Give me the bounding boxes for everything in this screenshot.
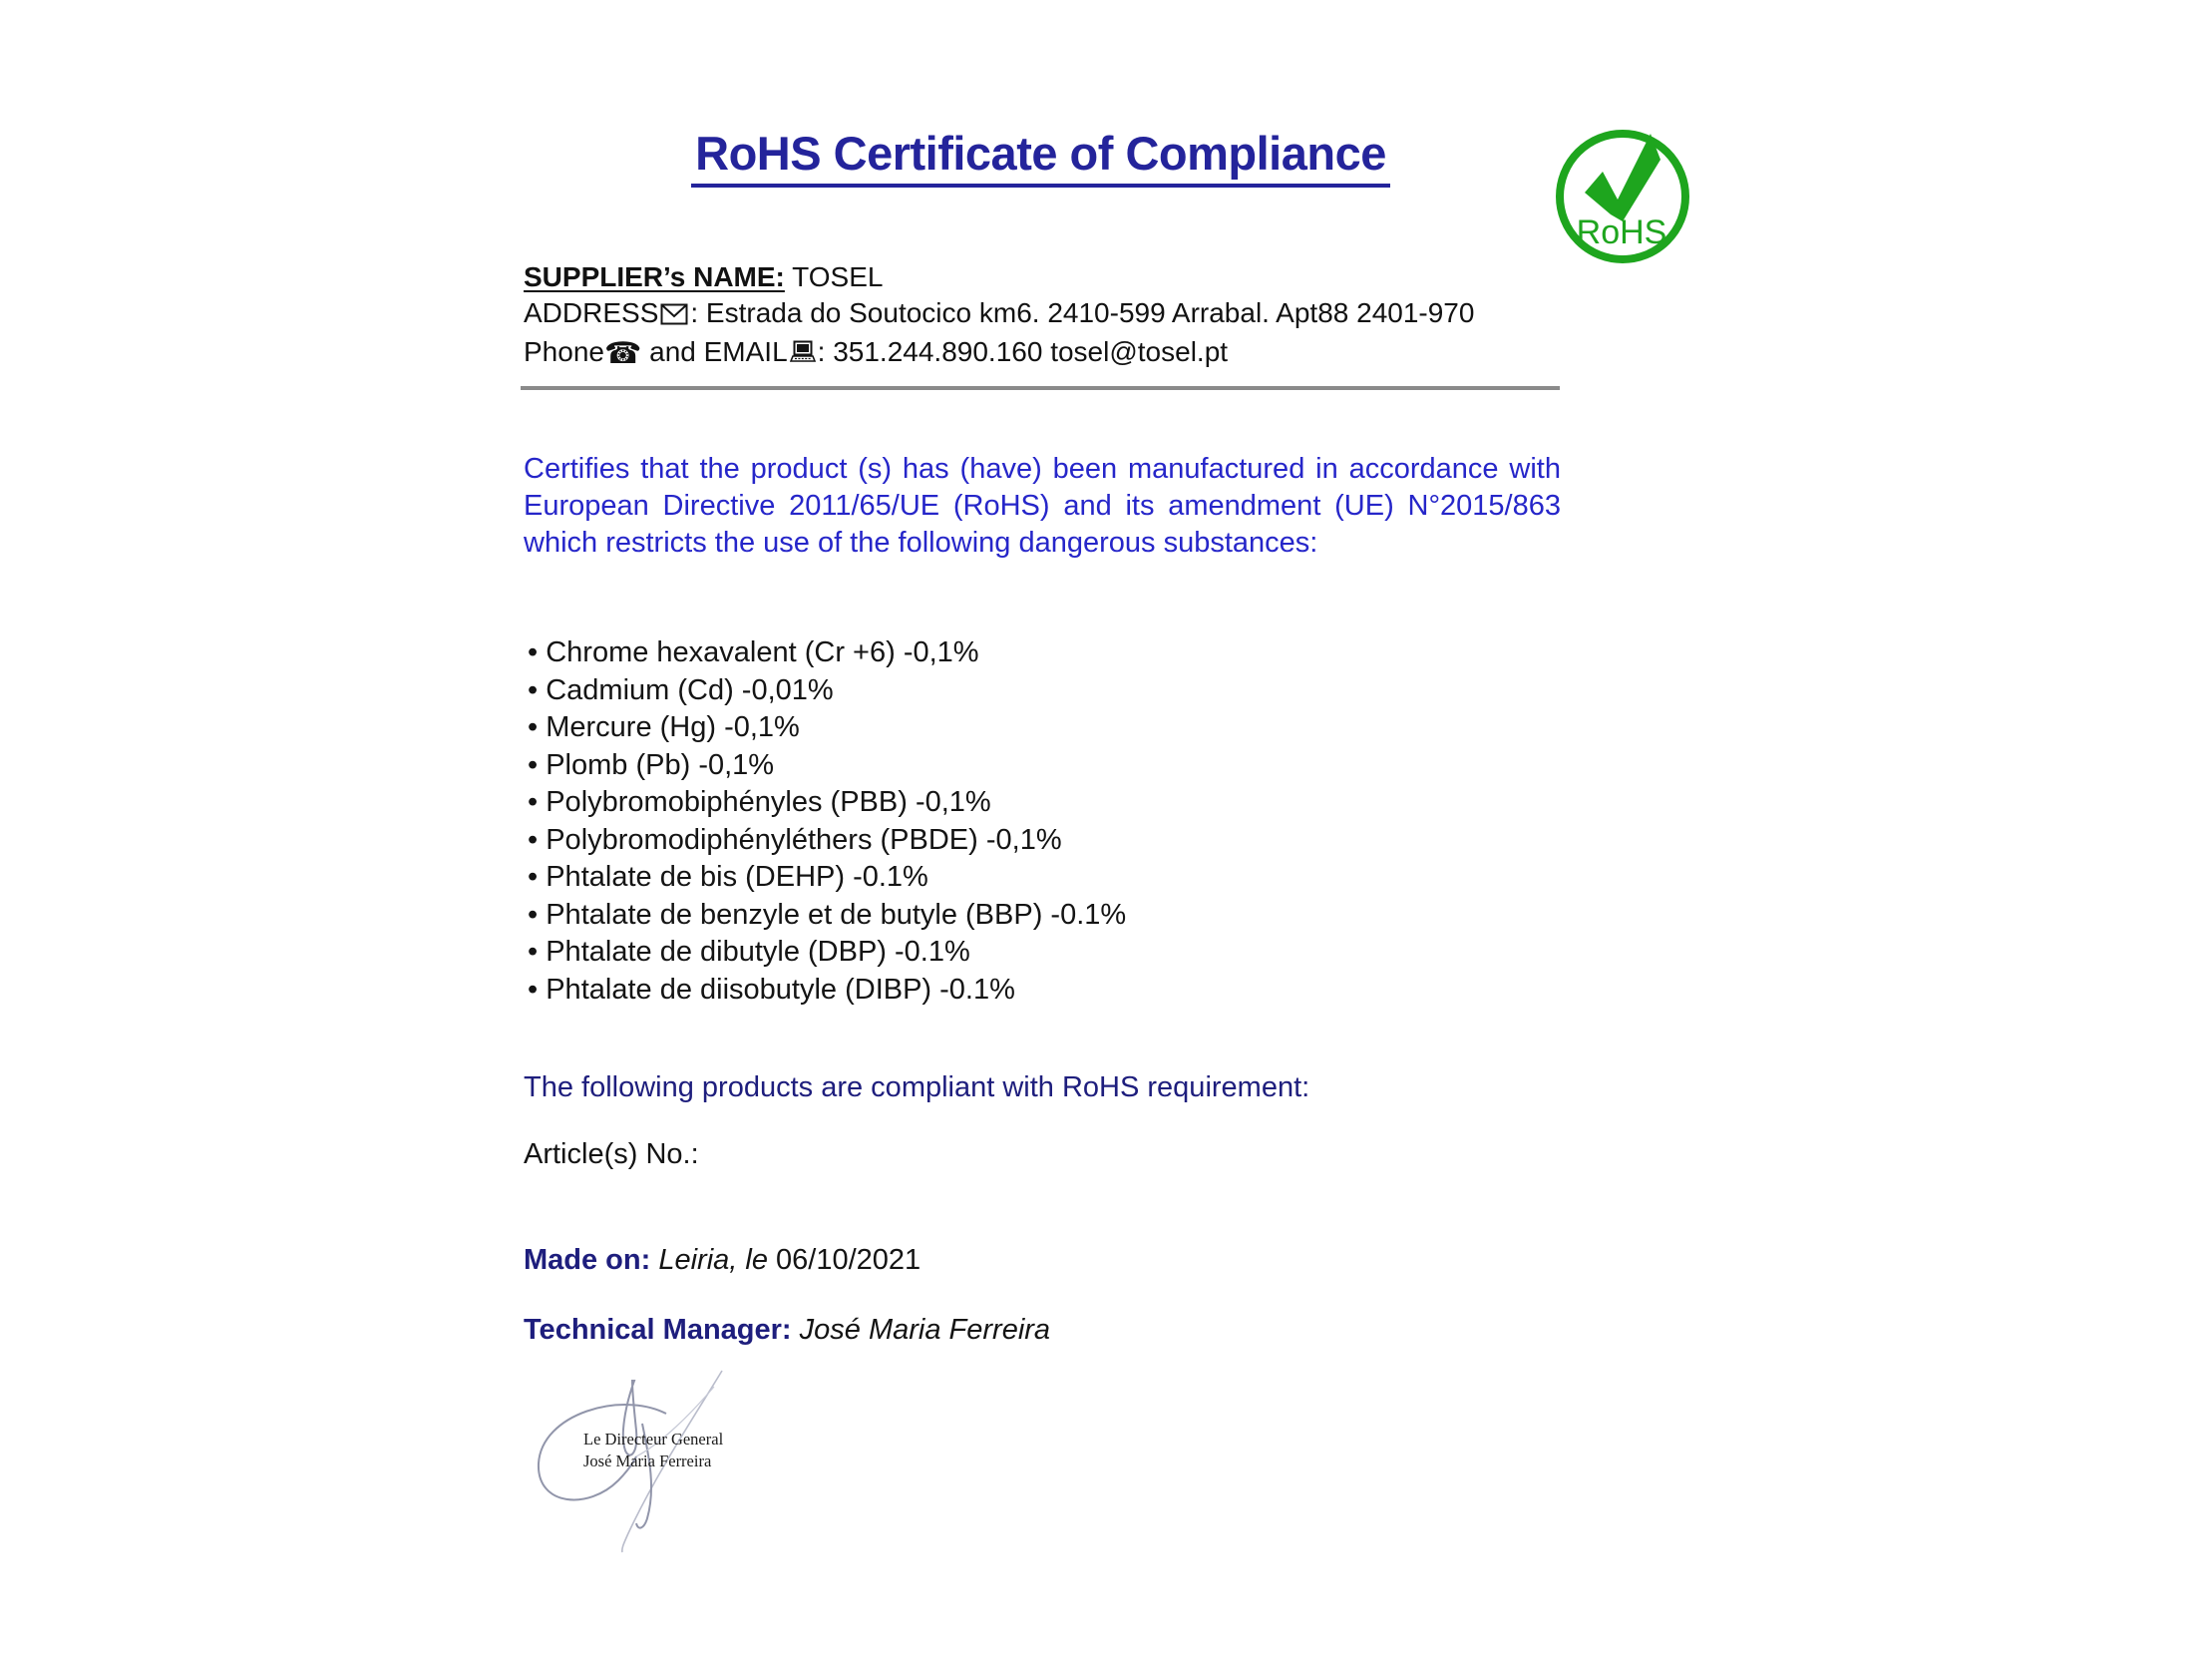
signature-name: José Maria Ferreira xyxy=(583,1452,712,1470)
envelope-icon xyxy=(660,298,688,334)
substance-item: • Phtalate de bis (DEHP) -0.1% xyxy=(528,859,1126,897)
signature-title: Le Directeur General xyxy=(583,1430,724,1449)
supplier-name-label: SUPPLIER’s NAME: xyxy=(524,261,785,292)
logo-label: RoHS xyxy=(1576,213,1667,251)
made-on-line xyxy=(524,1244,921,1277)
made-on-label: Made on: xyxy=(524,1244,651,1276)
substance-item: • Chrome hexavalent (Cr +6) -0,1% xyxy=(528,634,1126,672)
substance-item: • Polybromobiphényles (PBB) -0,1% xyxy=(528,784,1126,822)
technical-manager-name: José Maria Ferreira xyxy=(791,1314,1051,1346)
address-value: : Estrada do Soutocico km6. 2410-599 Arrabal. Apt88 2401-970 xyxy=(690,297,1475,328)
substance-item: • Mercure (Hg) -0,1% xyxy=(528,709,1126,747)
signature-scribble xyxy=(527,1369,826,1578)
substance-item: • Phtalate de dibutyle (DBP) -0.1% xyxy=(528,934,1126,972)
certification-statement: Certifies that the product (s) has (have) been manufactured in accordance with European Directive 2011/65/UE (RoHS) and its amendment (UE) N°2015/863 which restricts the use of the following dangerous substances: xyxy=(524,453,1561,559)
compliance-statement: The following products are compliant with RoHS requirement: xyxy=(524,1071,1310,1103)
signature-text xyxy=(583,1429,723,1472)
substance-item: • Polybromodiphényléthers (PBDE) -0,1% xyxy=(528,822,1126,860)
email-label: and EMAIL xyxy=(641,336,788,367)
phone-label: Phone xyxy=(524,336,604,367)
contact-value: : 351.244.890.160 tosel@tosel.pt xyxy=(817,336,1229,367)
rohs-logo xyxy=(1549,119,1696,270)
signature-block xyxy=(527,1369,826,1578)
article-number-label: Article(s) No.: xyxy=(524,1138,699,1170)
page-title xyxy=(524,126,1558,188)
substances-list xyxy=(528,634,1126,1009)
rohs-logo-graphic xyxy=(1549,119,1696,270)
supplier-contact-line xyxy=(524,334,1474,373)
page-title-text: RoHS Certificate of Compliance xyxy=(691,126,1390,188)
substance-item: • Plomb (Pb) -0,1% xyxy=(528,747,1126,785)
address-label: ADDRESS xyxy=(524,297,659,328)
made-on-date: 06/10/2021 xyxy=(776,1244,922,1276)
computer-icon xyxy=(790,337,816,373)
checkmark-icon xyxy=(1585,134,1660,221)
phone-icon: ☎ xyxy=(603,336,642,371)
made-on-place: Leiria, le xyxy=(650,1244,777,1276)
supplier-name-value: TOSEL xyxy=(784,261,884,292)
substance-item: • Phtalate de benzyle et de butyle (BBP) -0.1% xyxy=(528,897,1126,935)
divider-line xyxy=(521,386,1560,390)
substance-item: • Phtalate de diisobutyle (DIBP) -0.1% xyxy=(528,972,1126,1010)
supplier-name-line xyxy=(524,259,1474,295)
technical-manager-line xyxy=(524,1314,1050,1347)
supplier-block xyxy=(524,259,1474,373)
substance-item: • Cadmium (Cd) -0,01% xyxy=(528,672,1126,710)
technical-manager-label: Technical Manager: xyxy=(524,1314,792,1346)
supplier-address-line xyxy=(524,295,1474,334)
